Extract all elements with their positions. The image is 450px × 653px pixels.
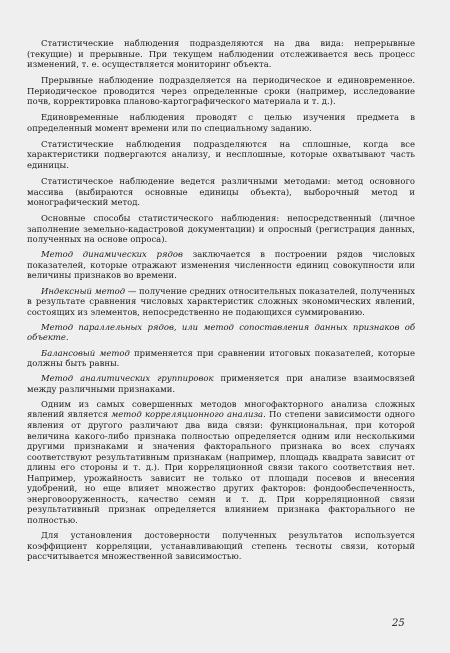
- paragraph-7: [27, 249, 415, 281]
- paragraph-6: [27, 213, 415, 245]
- text-run: Для установления достоверности полученных результатов используется коэффициент корреляции, устанавливающий степень тесноты связи, который рассчитывается множественной зависимостью.: [27, 530, 415, 562]
- italic-term: Индексный метод: [41, 285, 126, 296]
- text-run: применяется при сравнении итоговых показателей, которые должны быть равны.: [27, 347, 416, 369]
- text-run: . По степени зависимости одного явления от другого различают два вида связи: функциональная, при которой величина какого-либо признака полностью определяется одним или несколькими другими признаками и значения факторального признака во всех случаях соответствуют результативным признакам (например, площадь квадрата зависит от длины его стороны и т. д.). При корреляционной связи такого соответствия нет. Например, урожайность зависит не только от площади посевов и внесения удобрений, но еще влияет множество других факторов: фондообеспеченность, энерговооруженность, качество семян и т. д. При корреляционной связи результативный признак определяется влиянием признака факторального не полностью.: [27, 409, 415, 525]
- paragraph-1: [27, 38, 415, 70]
- paragraph-4: [27, 139, 415, 171]
- italic-term: Метод параллельных рядов, или метод сопоставления данных признаков об объекте.: [27, 321, 415, 343]
- text-run: — получение средних относительных показателей, полученных в результате сравнения числовых характеристик сложных экономических явлений, состоящих из элементов, непосредственно не подающихся суммированию.: [27, 285, 416, 317]
- paragraph-9: [27, 322, 415, 343]
- text-run: Статистические наблюдения подразделяются на два вида: непрерывные (текущие) и прерывные. При текущем наблюдении отслеживается весь процесс изменений, т. е. осуществляется мониторинг объекта.: [27, 38, 415, 70]
- text-run: Статистические наблюдения подразделяются на сплошные, когда все характеристики подвергаются анализу, и несплошные, которые охватывают часть единицы.: [27, 138, 415, 170]
- page-number: 25: [392, 618, 405, 629]
- paragraph-3: [27, 112, 415, 133]
- paragraph-8: [27, 286, 415, 318]
- text-run: применяется при анализе взаимосвязей между различными признаками.: [27, 373, 415, 394]
- text-run: Статистическое наблюдение ведется различными методами: метод основного массива (выбираются основные единицы объекта), выборочный метод и монографический метод.: [27, 176, 415, 208]
- paragraph-2: [27, 75, 415, 107]
- italic-term: Метод динамических рядов: [41, 249, 183, 260]
- text-run: Одним из самых совершенных методов многофакторного анализа сложных явлений является: [27, 398, 415, 420]
- paragraph-13: [27, 530, 415, 562]
- text-run: Прерывные наблюдение подразделяется на периодическое и единовременное. Периодическое проводится через определенные сроки (например, исследование почв, корректировка планово-картографического материала и т. д.).: [27, 75, 415, 107]
- italic-term: Метод аналитических группировок: [41, 373, 214, 384]
- page-text: [27, 38, 415, 567]
- italic-term: Балансовый метод: [41, 347, 130, 358]
- text-run: Основные способы статистического наблюдения: непосредственный (личное заполнение земельно-кадастровой документации) и опросный (регистрация данных, полученных на основе опроса).: [27, 213, 415, 245]
- paragraph-5: [27, 176, 415, 208]
- text-run: Единовременные наблюдения проводят с целью изучения предмета в определенный момент времени или по специальному заданию.: [27, 112, 415, 133]
- text-run: заключается в построении рядов числовых показателей, которые отражают изменения численности единиц совокупности или величины признаков во времени.: [27, 249, 415, 281]
- paragraph-10: [27, 348, 415, 369]
- paragraph-11: [27, 373, 415, 394]
- paragraph-12: [27, 399, 415, 526]
- italic-term: метод корреляционного анализа: [111, 409, 264, 420]
